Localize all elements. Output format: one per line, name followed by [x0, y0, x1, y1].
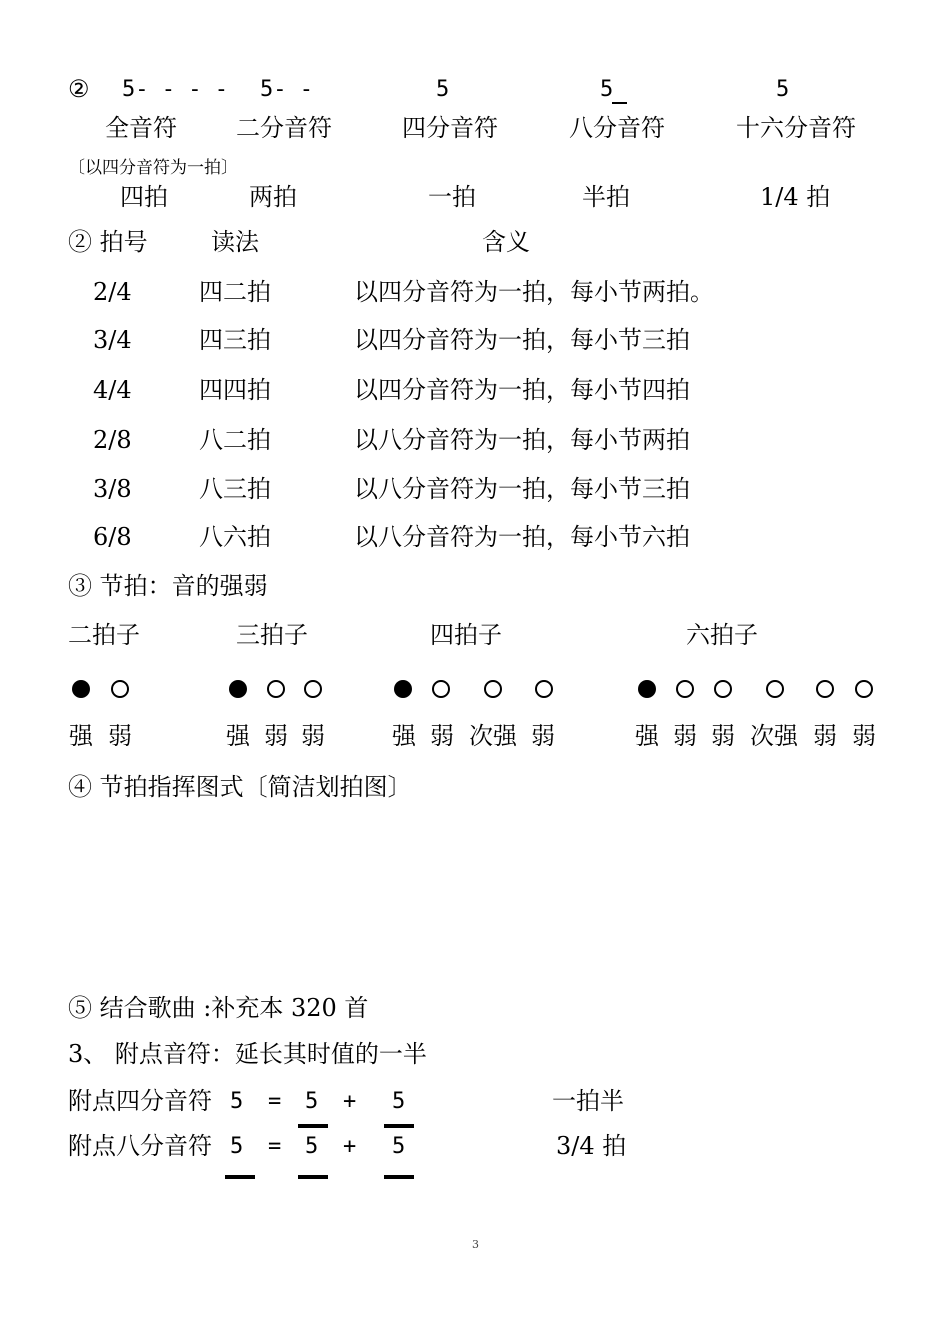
- medium-beat-dot: [766, 680, 784, 698]
- time-sig-reading: 八二拍: [199, 426, 271, 454]
- dotted-value: 一拍半: [552, 1087, 624, 1115]
- time-sig: 2/8: [93, 426, 132, 454]
- eighth-underline: [612, 102, 627, 104]
- note: 5: [305, 1134, 319, 1159]
- beat-label: 弱: [430, 722, 454, 750]
- time-sig-meaning: 以八分音符为一拍，每小节三拍: [354, 475, 690, 503]
- time-sig-meaning: 以四分音符为一拍，每小节两拍。: [354, 278, 714, 306]
- beat-label: 弱: [531, 722, 555, 750]
- strong-beat-dot: [229, 680, 247, 698]
- page-number: 3: [472, 1238, 479, 1251]
- time-sig-reading: 四四拍: [199, 376, 271, 404]
- beat-label: 强: [392, 722, 416, 750]
- strong-beat-dot: [638, 680, 656, 698]
- whole-note-symbol: 5- - - -: [122, 77, 228, 102]
- dotted-note: 5: [230, 1089, 244, 1114]
- time-sig-meaning: 以四分音符为一拍，每小节三拍: [354, 326, 690, 354]
- beat-label: 弱: [711, 722, 735, 750]
- time-sig-meaning: 以八分音符为一拍，每小节六拍: [354, 523, 690, 551]
- weak-beat-dot: [432, 680, 450, 698]
- beat-label: 弱: [108, 722, 132, 750]
- meter-name: 三拍子: [236, 621, 308, 649]
- underline-bar: [225, 1175, 255, 1179]
- note-name: 全音符: [105, 114, 177, 142]
- equals-sign: =: [268, 1089, 282, 1114]
- meter-name: 六拍子: [686, 621, 758, 649]
- beat-label: 弱: [852, 722, 876, 750]
- beat-label: 弱: [673, 722, 697, 750]
- beat-value: 两拍: [249, 183, 297, 211]
- beat-value: 一拍: [428, 183, 476, 211]
- time-sig-reading: 八六拍: [199, 523, 271, 551]
- weak-beat-dot: [714, 680, 732, 698]
- time-sig-reading: 四二拍: [199, 278, 271, 306]
- weak-beat-dot: [111, 680, 129, 698]
- beat-value: 四拍: [120, 183, 168, 211]
- weak-beat-dot: [676, 680, 694, 698]
- header-meaning: 含义: [482, 228, 530, 256]
- half-note-symbol: 5- -: [260, 77, 313, 102]
- basis-note: 〔以四分音符为一拍〕: [68, 158, 238, 178]
- note-name: 八分音符: [569, 114, 665, 142]
- time-sig: 4/4: [93, 376, 132, 404]
- time-sig-reading: 八三拍: [199, 475, 271, 503]
- time-sig: 3/4: [93, 326, 132, 354]
- time-sig: 2/4: [93, 278, 132, 306]
- underline-bar: [384, 1124, 414, 1128]
- dotted-label: 附点八分音符: [68, 1132, 212, 1160]
- meter-name: 四拍子: [430, 621, 502, 649]
- beat-label: 强: [69, 722, 93, 750]
- time-sig-meaning: 以四分音符为一拍，每小节四拍: [354, 376, 690, 404]
- section-marker: ②: [68, 75, 90, 103]
- beat-label: 弱: [301, 722, 325, 750]
- dotted-note-title: 3、 附点音符：延长其时值的一半: [68, 1040, 427, 1068]
- meter-name: 二拍子: [68, 621, 140, 649]
- time-sig-reading: 四三拍: [199, 326, 271, 354]
- note-name: 十六分音符: [736, 114, 856, 142]
- strong-beat-dot: [394, 680, 412, 698]
- strong-beat-dot: [72, 680, 90, 698]
- time-sig: 6/8: [93, 523, 132, 551]
- header-reading: 读法: [211, 228, 259, 256]
- plus-sign: +: [343, 1089, 357, 1114]
- weak-beat-dot: [535, 680, 553, 698]
- beat-label: 强: [226, 722, 250, 750]
- eighth-note-symbol: 5: [600, 77, 614, 102]
- beat-label: 强: [635, 722, 659, 750]
- dotted-label: 附点四分音符: [68, 1087, 212, 1115]
- weak-beat-dot: [304, 680, 322, 698]
- note: 5: [305, 1089, 319, 1114]
- note: 5: [392, 1134, 406, 1159]
- beat-value: 1/4 拍: [760, 183, 831, 211]
- weak-beat-dot: [267, 680, 285, 698]
- weak-beat-dot: [816, 680, 834, 698]
- plus-sign: +: [343, 1134, 357, 1159]
- beat-value: 半拍: [582, 183, 630, 211]
- conducting-title: ④ 节拍指挥图式〔简洁划拍图〕: [68, 773, 412, 801]
- dotted-note: 5: [230, 1134, 244, 1159]
- dotted-value: 3/4 拍: [556, 1132, 627, 1160]
- beat-label: 次强: [469, 722, 517, 750]
- underline-bar: [298, 1124, 328, 1128]
- beat-label: 次强: [750, 722, 798, 750]
- sixteenth-note-symbol: 5: [776, 77, 790, 102]
- underline-bar: [298, 1175, 328, 1179]
- song-line: ⑤ 结合歌曲 :补充本 320 首: [68, 994, 369, 1022]
- time-sig: 3/8: [93, 475, 132, 503]
- underline-bar: [384, 1175, 414, 1179]
- note: 5: [392, 1089, 406, 1114]
- note-name: 四分音符: [402, 114, 498, 142]
- beat-label: 弱: [264, 722, 288, 750]
- medium-beat-dot: [484, 680, 502, 698]
- equals-sign: =: [268, 1134, 282, 1159]
- weak-beat-dot: [855, 680, 873, 698]
- time-sig-meaning: 以八分音符为一拍，每小节两拍: [354, 426, 690, 454]
- beat-label: 弱: [813, 722, 837, 750]
- note-name: 二分音符: [236, 114, 332, 142]
- meter-title: ③ 节拍：音的强弱: [68, 572, 268, 600]
- header-time-signature: ② 拍号: [68, 228, 148, 256]
- quarter-note-symbol: 5: [436, 77, 450, 102]
